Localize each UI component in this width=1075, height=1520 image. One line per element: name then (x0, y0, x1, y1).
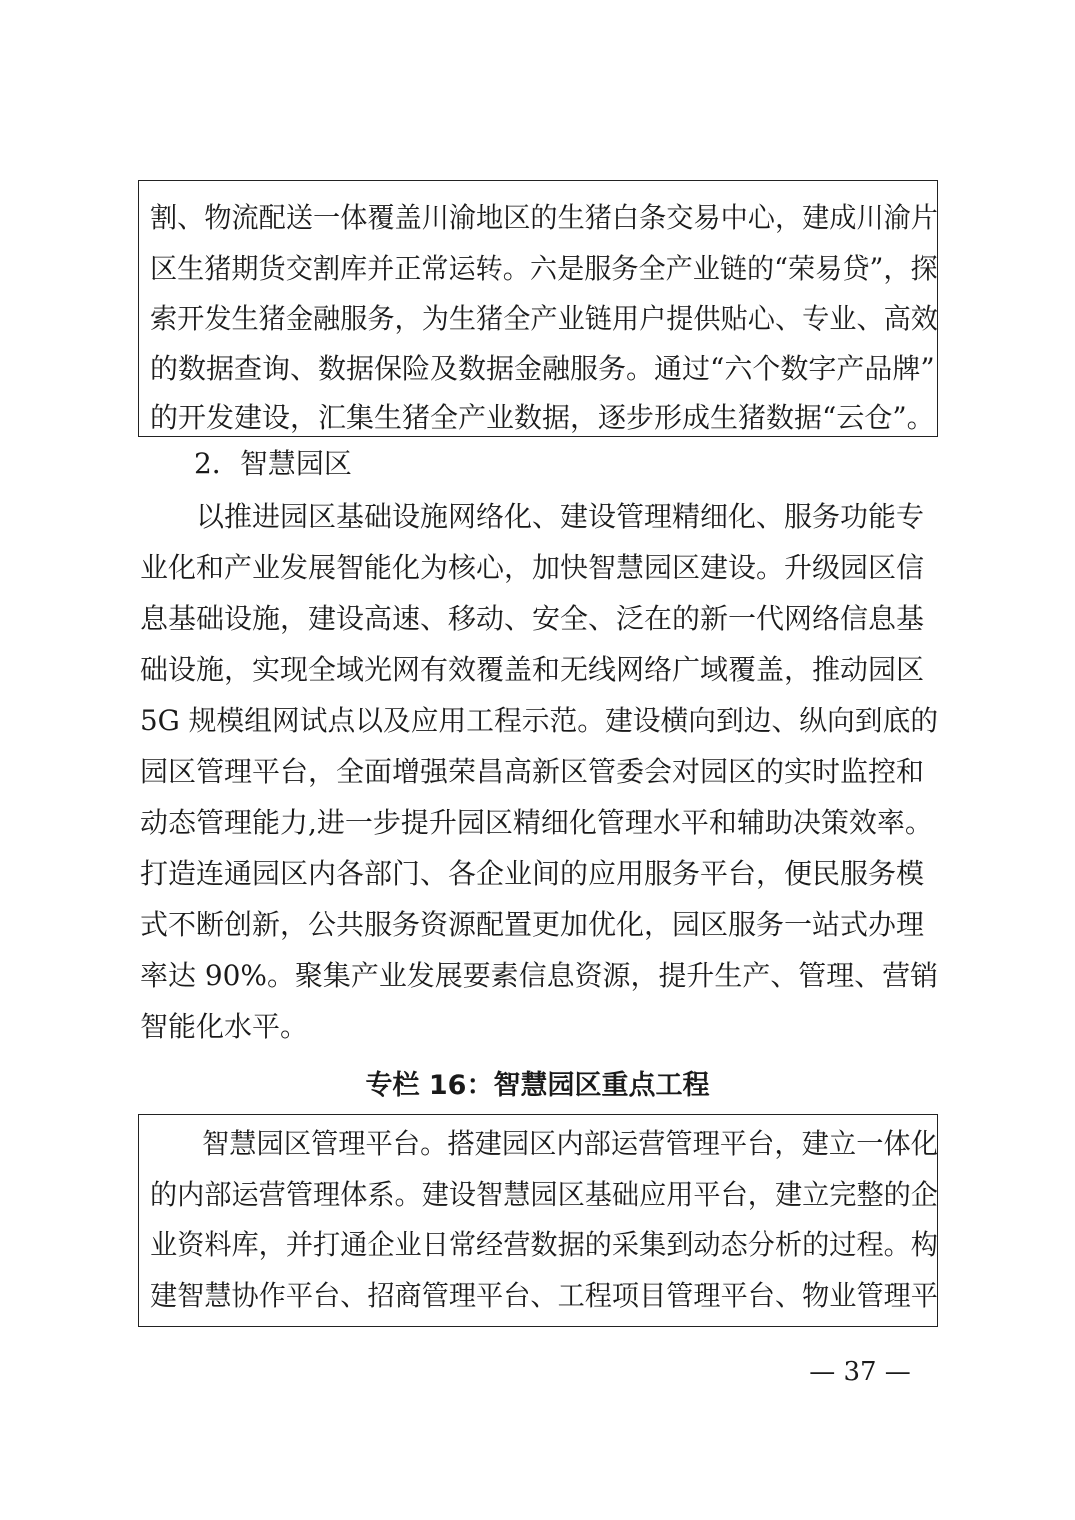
body-line-11: 智能化水平。 (140, 1010, 309, 1043)
section-heading: 2．智慧园区 (194, 447, 352, 480)
box-top-line-2: 区生猪期货交割库并正常运转。六是服务全产业链的“荣易贷”，探 (150, 252, 938, 285)
box-top-line-1: 割、物流配送一体覆盖川渝地区的生猪白条交易中心，建成川渝片 (150, 201, 938, 234)
body-line-2: 业化和产业发展智能化为核心，加快智慧园区建设。升级园区信 (140, 551, 925, 584)
body-line-1: 以推进园区基础设施网络化、建设管理精细化、服务功能专 (196, 500, 925, 533)
column-line-2: 的内部运营管理体系。建设智慧园区基础应用平台，建立完整的企 (150, 1178, 938, 1211)
body-line-10: 率达 90%。聚集产业发展要素信息资源，提升生产、管理、营销 (140, 959, 939, 992)
column-line-4: 建智慧协作平台、招商管理平台、工程项目管理平台、物业管理平 (150, 1279, 938, 1312)
column-title: 专栏 16：智慧园区重点工程 (365, 1070, 710, 1101)
box-top-line-5: 的开发建设，汇集生猪全产业数据，逐步形成生猪数据“云仓”。 (150, 401, 935, 434)
box-top-line-4: 的数据查询、数据保险及数据金融服务。通过“六个数字产品牌” (150, 352, 935, 385)
body-line-8: 打造连通园区内各部门、各企业间的应用服务平台，便民服务模 (140, 857, 925, 890)
body-line-3: 息基础设施，建设高速、移动、安全、泛在的新一代网络信息基 (140, 602, 925, 635)
box-top-line-3: 索开发生猪金融服务，为生猪全产业链用户提供贴心、专业、高效 (150, 302, 938, 335)
column-line-1: 智慧园区管理平台。搭建园区内部运营管理平台，建立一体化 (202, 1127, 938, 1160)
body-line-9: 式不断创新，公共服务资源配置更加优化，园区服务一站式办理 (140, 908, 925, 941)
body-line-6: 园区管理平台，全面增强荣昌高新区管委会对园区的实时监控和 (140, 755, 925, 788)
column-line-3: 业资料库，并打通企业日常经营数据的采集到动态分析的过程。构 (150, 1228, 938, 1261)
page-number: — 37 — (809, 1357, 911, 1387)
body-line-4: 础设施，实现全域光网有效覆盖和无线网络广域覆盖，推动园区 (140, 653, 925, 686)
body-line-7: 动态管理能力,进一步提升园区精细化管理水平和辅助决策效率。 (140, 806, 933, 839)
body-line-5: 5G 规模组网试点以及应用工程示范。建设横向到边、纵向到底的 (140, 704, 939, 737)
